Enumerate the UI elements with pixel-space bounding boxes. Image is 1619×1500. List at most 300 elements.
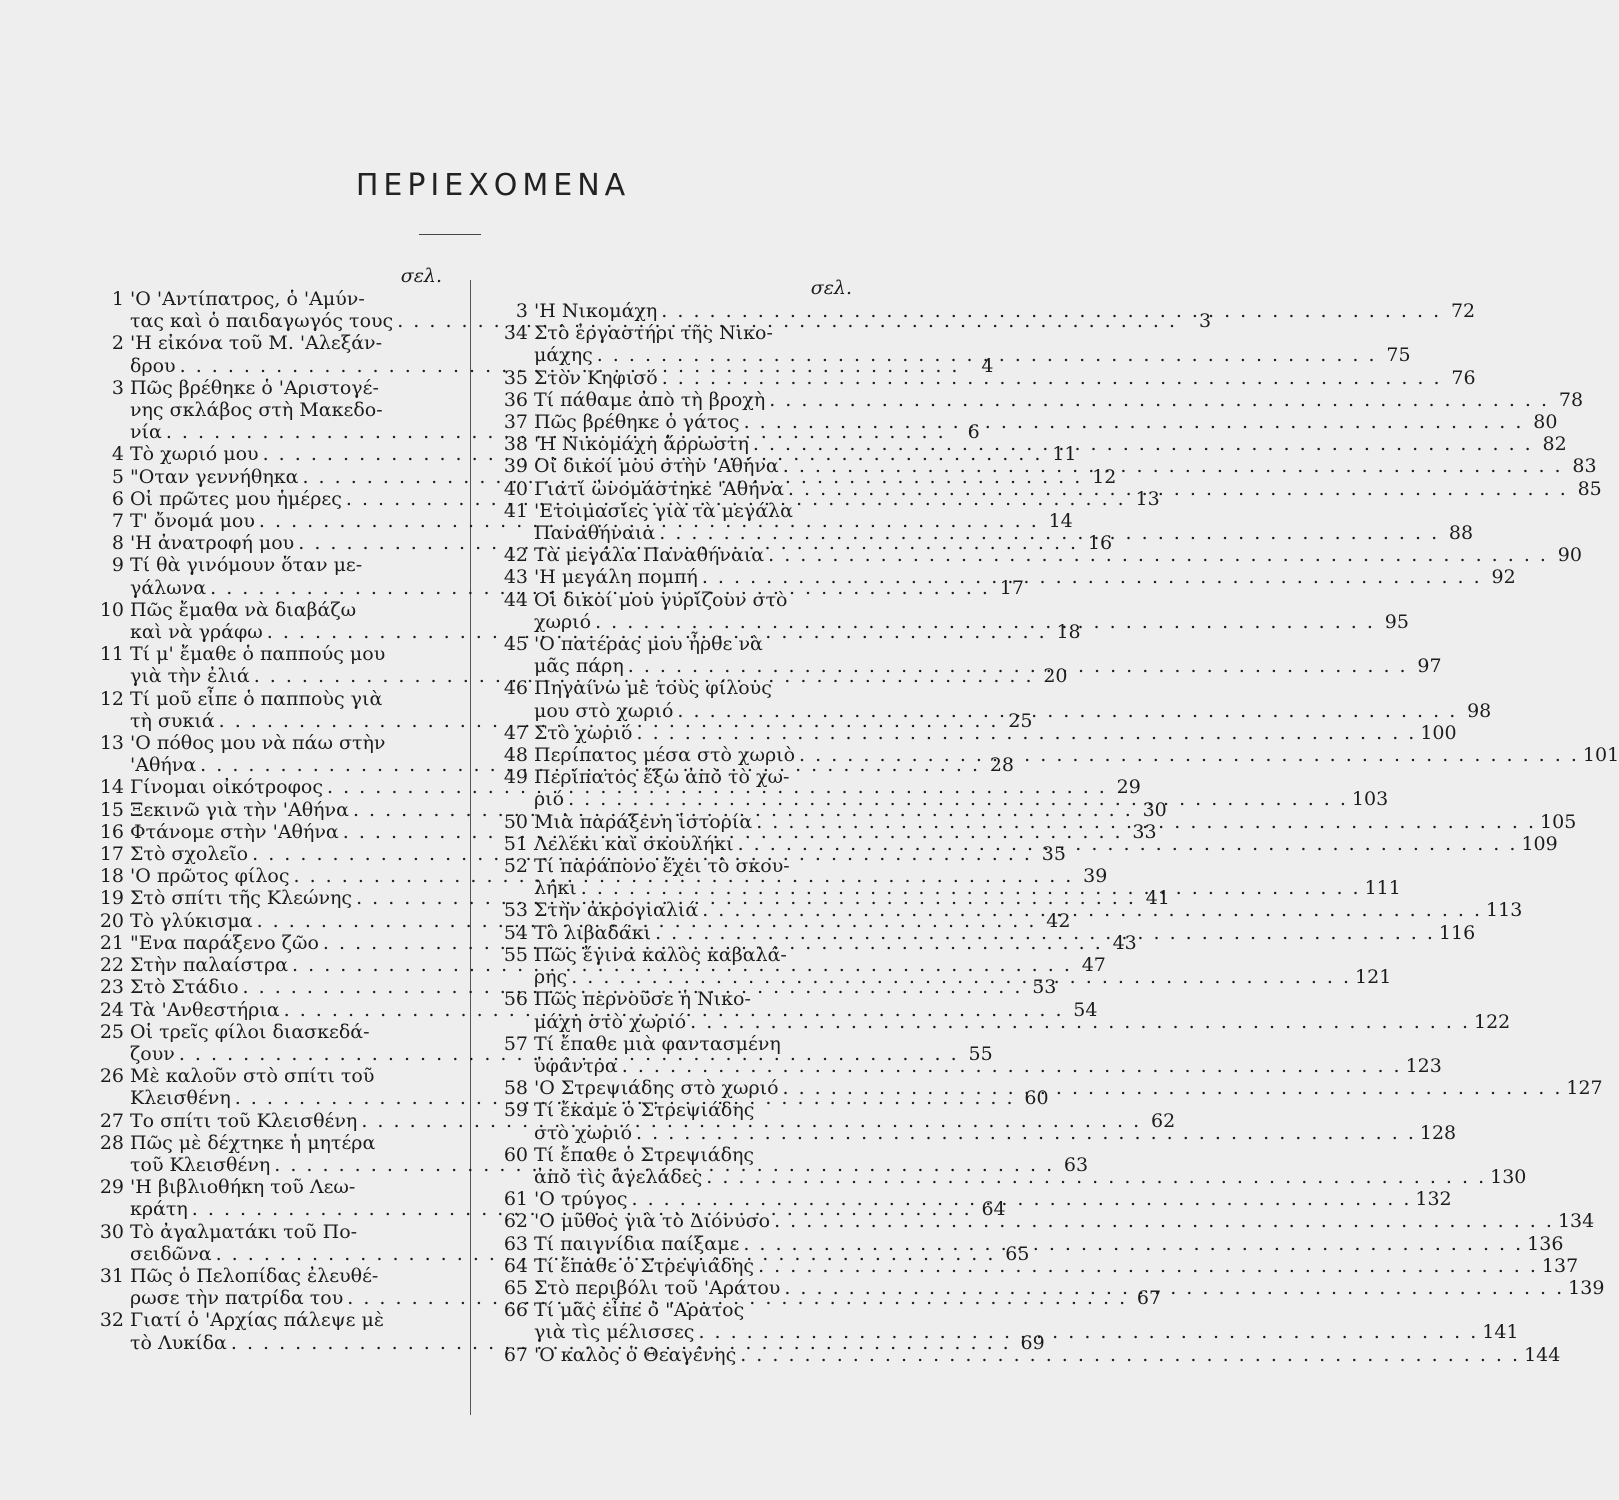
entry-number: 40 [503, 477, 528, 500]
entry-title-line [534, 677, 1491, 699]
entry-page-number: 101 [1582, 744, 1619, 767]
entry-number: 19 [99, 887, 124, 910]
entry-number: 64 [503, 1254, 528, 1277]
entry-title [534, 1277, 1604, 1299]
entry-title-line [534, 1255, 1578, 1277]
entry-title-line [534, 1011, 1510, 1033]
entry-page-number: 76 [1451, 366, 1476, 389]
entry-title-text: ζουν [130, 1042, 175, 1065]
entry-title [534, 1099, 1456, 1143]
entry-title [534, 566, 1516, 588]
title-underline [419, 234, 481, 235]
entry-title-text: σειδῶνα [130, 1242, 212, 1265]
entry-title [534, 922, 1475, 944]
entry-page-number: 67 [1136, 1287, 1162, 1310]
entry-page-number: 83 [1572, 455, 1597, 478]
entry-title-text: Στὸν Κηφισό [534, 366, 658, 389]
leader-dots [698, 1321, 1478, 1343]
entry-title-text: Οἱ τρεῖς φίλοι διασκεδά- [130, 1020, 370, 1043]
entry-page-number: 11 [1052, 443, 1077, 466]
entry-number: 37 [503, 411, 528, 434]
entry-number: 4 [111, 443, 124, 466]
entry-page-number: 69 [1020, 1331, 1045, 1354]
entry-number: 67 [503, 1343, 528, 1366]
entry-title-text: ὑφάντρα [534, 1054, 618, 1077]
leader-dots [756, 811, 1536, 833]
entry-page-number: 121 [1355, 966, 1392, 989]
entry-title-text: γιὰ τὴν ἐλιά [130, 665, 250, 688]
entry-page-number: 30 [1142, 798, 1167, 821]
entry-page-number: 60 [1024, 1087, 1049, 1110]
toc-entry [500, 366, 1476, 389]
leader-dots [662, 367, 1442, 389]
entry-page-number: 88 [1448, 522, 1474, 545]
entry-title-line [534, 655, 1442, 677]
entry-page-number: 20 [1043, 665, 1068, 688]
entry-title-line [534, 500, 1473, 522]
entry-title [534, 1299, 1519, 1343]
toc-entry [500, 1254, 1579, 1277]
entry-title-text: Πῶς περνοῦσε ἡ Νικο- [534, 988, 751, 1011]
entry-title-line [534, 700, 1491, 722]
entry-number: 53 [503, 899, 528, 922]
entry-page-number: 3 [1198, 310, 1212, 333]
entry-page-number: 12 [1092, 465, 1117, 488]
entry-title-text: 'Η εἰκόνα τοῦ Μ. 'Αλεξάν- [130, 332, 383, 355]
entry-title-line [534, 1144, 1526, 1166]
entry-title [534, 1344, 1560, 1366]
entry-number: 30 [99, 1220, 124, 1243]
entry-number: 29 [99, 1176, 124, 1199]
entry-page-number: 65 [1005, 1242, 1030, 1265]
leader-dots [784, 1277, 1564, 1299]
entry-title-text: Τί πάθαμε ἀπὸ τὴ βροχὴ [534, 388, 766, 411]
leader-dots [690, 1011, 1470, 1033]
entry-page-number: 55 [968, 1042, 993, 1065]
entry-title-text: τὸ Λυκίδα [130, 1331, 227, 1354]
entry-page-number: 53 [1032, 976, 1057, 999]
entry-title-line [534, 1210, 1594, 1232]
leader-dots [799, 744, 1579, 766]
leader-dots [622, 1055, 1402, 1077]
entry-number: 10 [99, 598, 124, 621]
entry-page-number: 128 [1419, 1121, 1457, 1144]
entry-page-number: 75 [1386, 344, 1411, 367]
entry-title-text: ἀπὸ τὶς ἀγελάδες [534, 1165, 703, 1188]
entry-title [534, 367, 1476, 389]
entry-title-text: Πῶς βρέθηκε ὁ 'Αριστογέ- [130, 376, 379, 399]
entry-title-line [534, 300, 1475, 322]
entry-number: 62 [503, 1210, 528, 1233]
entry-title [534, 300, 1475, 322]
entry-number: 43 [503, 566, 528, 589]
entry-number: 47 [503, 721, 528, 744]
entry-number: 34 [503, 322, 528, 345]
entry-title [534, 944, 1391, 988]
entry-number: 58 [503, 1077, 528, 1100]
entry-title [534, 1255, 1578, 1277]
leader-dots [581, 877, 1361, 899]
leader-dots [783, 1077, 1563, 1099]
entry-number: 46 [503, 677, 528, 700]
entry-number: 15 [99, 798, 124, 821]
entry-title [534, 544, 1582, 566]
entry-title-text: Πῶς ὁ Πελοπίδας ἐλευθέ- [130, 1264, 379, 1287]
entry-title-text: 'Η μεγάλη πομπή [534, 566, 698, 589]
entry-title-text: 'Ο πρῶτος φίλος [130, 865, 290, 888]
entry-title [534, 722, 1457, 744]
entry-number: 35 [503, 366, 528, 389]
entry-number: 3 [515, 300, 528, 322]
entry-title-line [534, 522, 1473, 544]
leader-dots [637, 722, 1417, 744]
entry-title-text: 'Ο μῦθος γιὰ τὸ Διόνυσο [534, 1210, 771, 1233]
entry-title [534, 478, 1602, 500]
entry-page-number: 6 [967, 421, 980, 444]
entry-page-number: 141 [1482, 1321, 1519, 1344]
entry-title-text: 'Ο 'Αντίπατρος, ὁ 'Αμύν- [130, 288, 365, 310]
leader-dots [783, 455, 1563, 477]
entry-title-text: Στὴν ἀκρογιαλιά [534, 899, 699, 922]
entry-page-number: 90 [1557, 544, 1582, 567]
entry-page-number: 105 [1540, 810, 1577, 833]
entry-number: 6 [111, 487, 124, 510]
leader-dots [636, 1122, 1416, 1144]
entry-number: 57 [503, 1032, 528, 1055]
entry-title-text: Οἱ δικοί μου γυρίζουν στὸ [534, 588, 788, 611]
entry-title-text: Τὸ ἀγαλματάκι τοῦ Πο- [130, 1220, 358, 1243]
entry-title-text: 'Η ἀνατροφή μου [130, 532, 295, 555]
entry-page-number: 95 [1384, 610, 1409, 633]
leader-dots [774, 1210, 1554, 1232]
entry-title [534, 633, 1442, 677]
entry-page-number: 80 [1533, 411, 1558, 434]
entry-number: 21 [99, 931, 124, 954]
leader-dots [753, 433, 1533, 455]
entry-title [534, 677, 1491, 721]
entry-title-text: Οἱ πρῶτες μου ἡμέρες [130, 487, 342, 510]
entry-title-text: Παναθήναια [534, 522, 656, 545]
entry-title-line [534, 811, 1576, 833]
entry-page-number: 98 [1467, 699, 1492, 722]
entry-title-line [534, 433, 1567, 455]
entry-title-text: Πῶς βρέθηκε ὁ γάτος [534, 411, 740, 434]
entry-title-text: Τί παράπονο ἔχει τὸ σκου- [534, 855, 790, 878]
entry-page-number: 111 [1364, 877, 1401, 900]
entry-title-line [534, 877, 1401, 899]
entry-number: 2 [111, 332, 124, 355]
entry-number: 66 [503, 1299, 528, 1322]
toc-entry [500, 544, 1582, 567]
entry-title-text: Λελέκι καὶ σκουλήκι [534, 832, 734, 855]
leader-dots [738, 833, 1518, 855]
entry-number: 54 [503, 921, 528, 944]
entry-title-line [534, 744, 1619, 766]
entry-title [534, 1144, 1526, 1188]
entry-title-text: μάχη στὸ χωριό [534, 1010, 687, 1033]
page-label: σελ. [400, 265, 442, 287]
entry-number: 7 [111, 510, 124, 533]
entry-title-line [534, 1188, 1452, 1210]
entry-title [534, 433, 1567, 455]
entry-title-line [534, 722, 1457, 744]
entry-title-line [534, 833, 1558, 855]
entry-title [534, 589, 1409, 633]
entry-title-text: Περίπατος μέσα στὸ χωριὸ [534, 744, 796, 767]
entry-title-text: Πῶς ἔγινα καλὸς καβαλά- [534, 943, 787, 966]
leader-dots [788, 478, 1568, 500]
entry-title-text: δρου [130, 354, 176, 377]
entry-number: 11 [99, 643, 124, 666]
entry-title-line [534, 455, 1597, 477]
entry-title [534, 899, 1522, 921]
entry-title-text: μᾶς πάρη [534, 655, 624, 678]
entry-title-text: νης σκλάβος στὴ Μακεδο- [130, 399, 383, 422]
entry-page-number: 82 [1542, 433, 1567, 456]
entry-page-number: 109 [1521, 832, 1558, 855]
entry-page-number: 130 [1490, 1165, 1527, 1188]
entry-page-number: 47 [1081, 954, 1106, 977]
entry-title-text: Γιατί ὠνομάστηκε 'Αθήνα [534, 477, 784, 500]
toc-entry [500, 721, 1457, 744]
entry-title-text: 'Η Νικομάχη ἄρρωστη [534, 433, 749, 456]
entry-title-text: Τί παιγνίδια παίξαμε [534, 1232, 740, 1255]
entry-page-number: 42 [1046, 909, 1071, 932]
entry-number: 25 [99, 1020, 124, 1043]
entry-title-text: 'Ο πόθος μου νὰ πάω στὴν [130, 732, 386, 755]
entry-title-text: Τί ἔπαθε ὁ Στρεψιάδης [534, 1143, 755, 1166]
entry-page-number: 132 [1415, 1188, 1452, 1211]
entry-title [534, 389, 1583, 411]
entry-title-line [534, 544, 1582, 566]
entry-title-text: μου στὸ χωριό [534, 699, 674, 722]
entry-number: 18 [99, 865, 124, 888]
entry-number: 51 [503, 832, 528, 855]
entry-title-text: γάλωνα [130, 576, 207, 599]
entry-title-text: Τὰ 'Ανθεστήρια [130, 998, 280, 1021]
entry-number: 45 [503, 633, 528, 656]
entry-number: 28 [99, 1131, 124, 1154]
entry-title-text: Μιὰ παράξενη ἱστορία [534, 810, 753, 833]
entry-title-line [534, 766, 1388, 788]
entry-title-line [534, 589, 1409, 611]
entry-title [534, 1210, 1594, 1232]
entry-number: 13 [99, 732, 124, 755]
entry-title-line [534, 855, 1401, 877]
entry-title-text: καὶ νὰ γράφω [130, 621, 263, 644]
entry-page-number: 92 [1491, 566, 1516, 589]
entry-title-line [534, 966, 1391, 988]
entry-title-line [534, 944, 1391, 966]
entry-number: 20 [99, 909, 124, 932]
entry-title-text: Στὸ Στάδιο [130, 976, 239, 999]
leader-dots [740, 1344, 1520, 1366]
entry-page-number: 122 [1473, 1010, 1511, 1033]
entry-number: 12 [99, 687, 124, 710]
entry-title-text: Τί μᾶς εἶπε ὁ "Αρατος [534, 1299, 745, 1322]
entry-number: 32 [99, 1309, 124, 1332]
entry-number: 44 [503, 588, 528, 611]
entry-title-line [534, 1033, 1442, 1055]
entry-page-number: 39 [1083, 865, 1108, 888]
leader-dots [702, 566, 1482, 588]
entry-title-text: Τί ἔπαθε ὁ Στρεψιάδης [534, 1254, 755, 1277]
entry-title-text: Στὴν παλαίστρα [130, 954, 289, 977]
entry-number: 26 [99, 1065, 124, 1088]
entry-page-number: 41 [1145, 887, 1170, 910]
entry-title [534, 500, 1473, 544]
entry-title-text: Πηγαίνω μὲ τοὺς φίλους [534, 677, 772, 700]
entry-number: 39 [503, 455, 528, 478]
entry-title-line [534, 389, 1583, 411]
entry-title-text: 'Η Νικομάχη [534, 300, 658, 322]
entry-title [534, 744, 1619, 766]
entry-title-text: Στὸ περιβόλι τοῦ 'Αράτου [534, 1276, 781, 1299]
entry-title-text: Τὸ λιβαδάκι [534, 921, 652, 944]
page-label: σελ. [810, 277, 852, 299]
leader-dots [768, 544, 1548, 566]
entry-title-text: Πῶς μὲ δέχτηκε ἡ μητέρα [130, 1131, 376, 1154]
entry-number: 41 [503, 499, 528, 522]
entry-title-line [534, 566, 1516, 588]
entry-page-number: 35 [1041, 843, 1066, 866]
entry-number: 63 [503, 1232, 528, 1255]
entry-title-line [534, 1055, 1442, 1077]
entry-number: 52 [503, 855, 528, 878]
entry-title-text: τὴ συκιά [130, 709, 215, 732]
entry-title-text: Τὸ χωριό μου [130, 443, 259, 466]
entry-number: 48 [503, 744, 528, 767]
entry-number: 36 [503, 388, 528, 411]
entry-page-number: 18 [1056, 621, 1081, 644]
leader-dots [597, 344, 1377, 366]
entry-title-line [534, 922, 1475, 944]
entry-number: 22 [99, 954, 124, 977]
entry-title-line [534, 1344, 1560, 1366]
entry-number: 14 [99, 776, 124, 799]
entry-title-text: λήκι [534, 877, 577, 900]
entry-title-text: ρης [534, 966, 568, 989]
entry-title-text: ριό [534, 788, 565, 811]
entry-number: 60 [503, 1143, 528, 1166]
entry-page-number: 123 [1405, 1054, 1442, 1077]
toc-entry [500, 300, 1476, 322]
entry-title-text: "Ενα παράξενο ζῶο [130, 931, 319, 954]
entry-title-text: χωριό [534, 610, 592, 633]
entry-title-text: Τί μοῦ εἶπε ὁ παπποὺς γιὰ [130, 687, 383, 710]
entry-title-line [534, 1099, 1456, 1121]
entry-title-text: τοῦ Κλεισθένη [130, 1153, 271, 1176]
entry-title-text: Γιατί ὁ 'Αρχίας πάλεψε μὲ [130, 1309, 385, 1332]
entry-number: 38 [503, 433, 528, 456]
toc-entry [500, 411, 1558, 434]
entry-page-number: 29 [1116, 776, 1141, 799]
entry-title-text: νία [130, 421, 162, 444]
entry-page-number: 144 [1524, 1343, 1561, 1366]
leader-dots [706, 1166, 1486, 1188]
entry-title-line [534, 1077, 1603, 1099]
entry-title-text: Το σπίτι τοῦ Κλεισθένη [130, 1109, 358, 1132]
entry-title-text: στὸ χωριό [534, 1121, 633, 1144]
entry-title-text: Πῶς ἔμαθα νὰ διαβάζω [130, 598, 357, 621]
entry-title-text: 'Η βιβλιοθήκη τοῦ Λεω- [130, 1176, 356, 1199]
entry-title-text: Οἱ δικοί μου στὴν 'Αθήνα [534, 455, 779, 478]
entry-page-number: 63 [1063, 1153, 1089, 1176]
entry-number: 3 [111, 376, 124, 399]
entry-title-line [534, 1321, 1519, 1343]
entry-page-number: 13 [1135, 487, 1160, 510]
toc-entry [500, 388, 1584, 411]
entry-title-line [534, 1122, 1456, 1144]
leader-dots [743, 1233, 1523, 1255]
entry-title-text: Τὸ γλύκισμα [130, 909, 253, 932]
entry-title-text: Κλεισθένη [130, 1087, 231, 1110]
leader-dots [655, 922, 1435, 944]
entry-title-line [534, 899, 1522, 921]
entry-title-text: μάχης [534, 344, 593, 367]
entry-page-number: 100 [1420, 721, 1457, 744]
entry-page-number: 72 [1450, 300, 1476, 322]
leader-dots [568, 788, 1348, 810]
entry-title [534, 855, 1401, 899]
entry-title-line [534, 478, 1602, 500]
entry-title-text: 'Αθήνα [130, 754, 197, 777]
entry-page-number: 78 [1558, 388, 1584, 411]
entry-title [534, 1077, 1603, 1099]
entry-title-text: Στὸ σχολεῖο [130, 843, 249, 866]
entry-title-text: Τί μ' ἔμαθε ὁ παππούς μου [130, 643, 386, 666]
leader-dots [595, 611, 1375, 633]
toc-entry [500, 1210, 1595, 1233]
entry-title-text: Περίπατος ἔξω ἀπὸ τὸ χω- [534, 766, 790, 789]
entry-page-number: 127 [1566, 1077, 1603, 1100]
entry-title-text: τας καὶ ὁ παιδαγωγός τους [130, 310, 394, 333]
entry-page-number: 134 [1557, 1210, 1595, 1233]
entry-title-text: 'Ο Στρεψιάδης στὸ χωριό [534, 1077, 779, 1100]
entry-page-number: 113 [1486, 899, 1523, 922]
entry-title [534, 411, 1557, 433]
entry-number: 23 [99, 976, 124, 999]
entry-number: 27 [99, 1109, 124, 1132]
entry-title [534, 988, 1510, 1032]
entry-number: 16 [99, 820, 124, 843]
leader-dots [702, 899, 1482, 921]
entry-page-number: 85 [1577, 477, 1602, 500]
entry-title-text: 'Ο καλὸς ὁ Θεαγένης [534, 1343, 737, 1366]
entry-page-number: 97 [1417, 655, 1442, 678]
entry-title [534, 455, 1597, 477]
entry-page-number: 43 [1112, 931, 1137, 954]
entry-title [534, 1188, 1452, 1210]
entry-title-text: ρωσε τὴν πατρίδα του [130, 1287, 344, 1310]
entry-title [534, 833, 1558, 855]
entry-page-number: 103 [1351, 788, 1389, 811]
leader-dots [769, 389, 1549, 411]
entry-title-line [534, 1277, 1604, 1299]
entry-title [534, 1233, 1563, 1255]
entry-title-text: Στὸ χωριό [534, 721, 633, 744]
toc-entry [500, 322, 1411, 367]
leader-dots [744, 411, 1524, 433]
entry-title-line [534, 988, 1510, 1010]
entry-number: 65 [503, 1276, 528, 1299]
page-title: ΠΕΡΙΕΧΟΜΕΝΑ [355, 168, 631, 203]
entry-title-line [534, 1166, 1526, 1188]
toc-entry [500, 1343, 1561, 1366]
entry-number: 59 [503, 1099, 528, 1122]
entry-title-line [534, 633, 1442, 655]
entry-page-number: 116 [1438, 921, 1476, 944]
